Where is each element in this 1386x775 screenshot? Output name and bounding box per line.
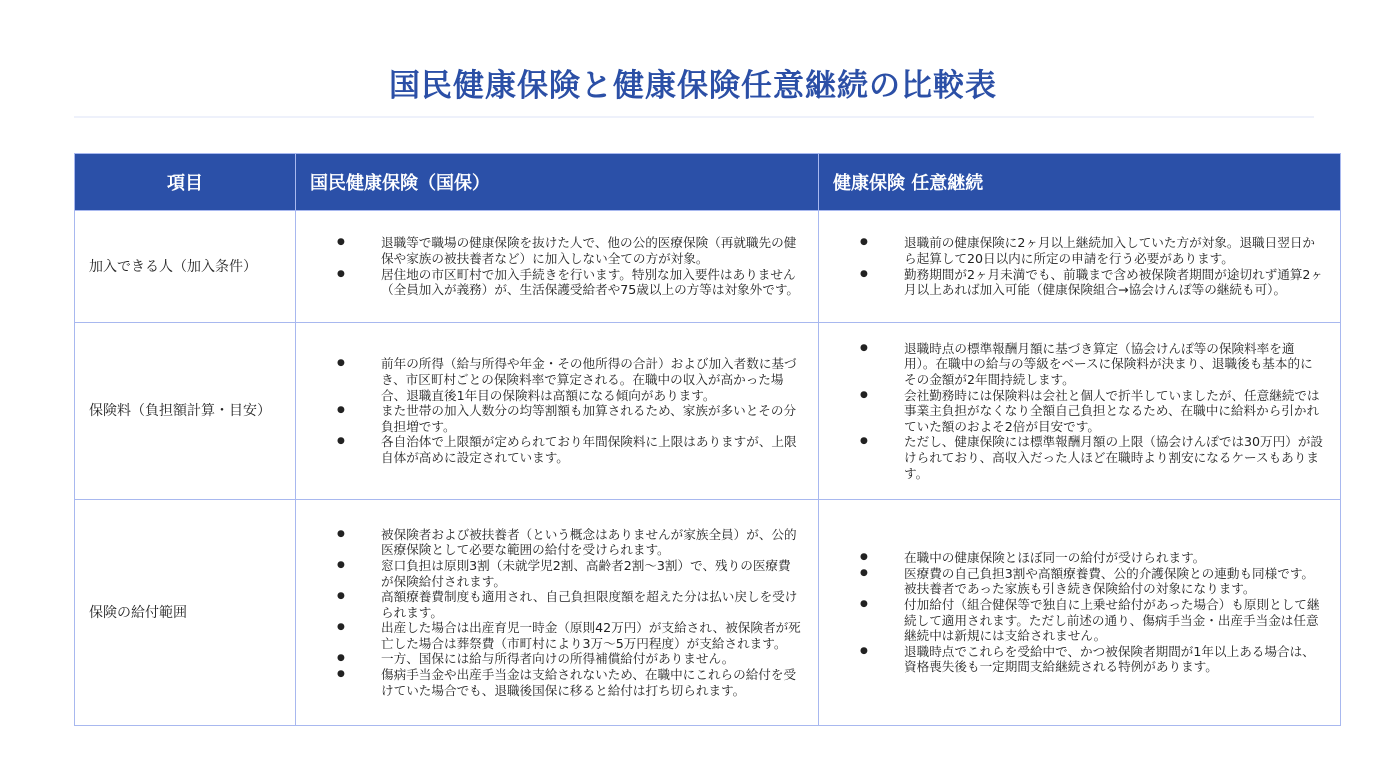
list-item-text: また世帯の加入人数分の均等割額も加算されるため、家族が多いとその分負担増です。 xyxy=(381,403,797,434)
cell-nini xyxy=(819,323,1341,500)
page-title: 国民健康保険と健康保険任意継続の比較表 xyxy=(389,68,997,104)
list-item-text: 傷病手当金や出産手当金は支給されないため、在職中にこれらの給付を受けていた場合でも、退職後国保に移ると給付は打ち切られます。 xyxy=(381,667,797,698)
list-item xyxy=(337,557,803,589)
row-label: 加入できる人（加入条件） xyxy=(75,211,296,323)
list-item xyxy=(337,620,803,651)
list-item-text: 退職等で職場の健康保険を抜けた人で、他の公的医療保険（再就職先の健保や家族の被扶養者など）に加入しない全ての方が対象。 xyxy=(381,235,797,266)
list-item-text: 退職前の健康保険に2ヶ月以上継続加入していた方が対象。退職日翌日から起算して20日以内に所定の申請を行う必要があります。 xyxy=(904,235,1316,266)
list-item xyxy=(860,266,1325,298)
bullet-icon: ● xyxy=(337,653,345,664)
bullet-list xyxy=(820,235,1339,297)
bullet-icon: ● xyxy=(337,591,345,602)
list-item-text: 高額療養費制度も適用され、自己負担限度額を超えた分は払い戻しを受けられます。 xyxy=(381,589,798,620)
cell-kokuho xyxy=(296,323,819,500)
bullet-icon: ● xyxy=(337,528,345,539)
list-item-text: ただし、健康保険には標準報酬月額の上限（協会けんぽでは30万円）が設けられており、高収入だった人ほど在職時より割安になるケースもあります。 xyxy=(904,434,1324,481)
list-item-text: 被保険者および被扶養者（という概念はありませんが家族全員）が、公的医療保険として必要な範囲の給付を受けられます。 xyxy=(381,526,797,558)
list-item-text: 各自治体で上限額が定められており年間保険料に上限はありますが、上限自体が高めに設定されています。 xyxy=(381,434,797,465)
list-item xyxy=(860,565,1325,597)
cell-kokuho xyxy=(296,500,819,726)
bullet-icon: ● xyxy=(860,389,868,400)
bullet-list xyxy=(820,550,1339,675)
list-item xyxy=(337,434,803,465)
bullet-icon: ● xyxy=(860,268,868,279)
comparison-table xyxy=(74,153,1341,726)
bullet-icon: ● xyxy=(337,358,345,369)
list-item-text: 前年の所得（給与所得や年金・その他所得の合計）および加入者数に基づき、市区町村ごとの保険料率で算定される。在職中の収入が高かった場合、退職直後1年目の保険料は高額になる傾向があります。 xyxy=(381,356,797,403)
header-item: 項目 xyxy=(75,154,296,211)
list-item xyxy=(337,235,803,266)
bullet-icon: ● xyxy=(860,436,868,447)
bullet-icon: ● xyxy=(860,342,868,353)
list-item-text: 出産した場合は出産育児一時金（原則42万円）が支給され、被保険者が死亡した場合は葬祭費（市町村により3万～5万円程度）が支給されます。 xyxy=(381,620,801,651)
table-header-row xyxy=(75,154,1341,211)
list-item-text: 退職時点でこれらを受給中で、かつ被保険者期間が1年以上ある場合は、資格喪失後も一定期間支給継続される特例があります。 xyxy=(904,643,1315,675)
list-item xyxy=(860,340,1325,388)
cell-nini xyxy=(819,500,1341,726)
list-item-text: 窓口負担は原則3割（未就学児2割、高齢者2割～3割）で、残りの医療費が保険給付されます。 xyxy=(381,557,791,589)
list-item-text: 在職中の健康保険とほぼ同一の給付が受けられます。 xyxy=(904,550,1206,566)
bullet-icon: ● xyxy=(337,669,345,680)
list-item xyxy=(337,526,803,558)
list-item-text: 医療費の自己負担3割や高額療養費、公的介護保険との連動も同様です。被扶養者であった家族も引き続き保険給付の対象になります。 xyxy=(904,565,1315,597)
list-item-text: 会社勤務時には保険料は会社と個人で折半していましたが、任意継続では事業主負担がなくなり全額自己負担となるため、在職中に給料から引かれていた額のおよそ2倍が目安です。 xyxy=(904,387,1320,434)
list-item-text: 付加給付（組合健保等で独自に上乗せ給付があった場合）も原則として継続して適用されます。ただし前述の通り、傷病手当金・出産手当金は任意継続中は新規には支給されません。 xyxy=(904,596,1320,644)
bullet-icon: ● xyxy=(860,567,868,578)
bullet-icon: ● xyxy=(337,237,345,248)
bullet-icon: ● xyxy=(337,622,345,633)
cell-nini xyxy=(819,211,1341,323)
bullet-icon: ● xyxy=(860,598,868,609)
bullet-icon: ● xyxy=(337,405,345,416)
list-item xyxy=(860,387,1325,435)
list-item xyxy=(337,403,803,434)
bullet-list xyxy=(297,527,817,699)
bullet-icon: ● xyxy=(337,559,345,570)
table-row xyxy=(75,323,1341,500)
list-item xyxy=(860,643,1325,675)
bullet-icon: ● xyxy=(337,436,345,447)
list-item xyxy=(860,596,1325,644)
list-item xyxy=(860,434,1325,481)
bullet-icon: ● xyxy=(860,552,868,563)
bullet-icon: ● xyxy=(860,237,868,248)
row-label: 保険の給付範囲 xyxy=(75,500,296,726)
list-item-text: 退職時点の標準報酬月額に基づき算定（協会けんぽ等の保険料率を適用）。在職中の給与の等級をベースに保険料が決まり、退職後も基本的にその金額が2年間持続します。 xyxy=(904,340,1313,388)
bullet-list xyxy=(297,235,817,297)
bullet-list xyxy=(297,356,817,465)
list-item-text: 居住地の市区町村で加入手続きを行います。特別な加入要件はありません（全員加入が義務）が、生活保護受給者や75歳以上の方等は対象外です。 xyxy=(381,266,800,298)
list-item xyxy=(337,266,803,298)
list-item xyxy=(860,235,1325,266)
list-item xyxy=(860,550,1325,566)
list-item-text: 勤務期間が2ヶ月未満でも、前職まで含め被保険者期間が途切れず通算2ヶ月以上あれば加入可能（健康保険組合→協会けんぽ等の継続も可）。 xyxy=(904,266,1324,298)
list-item xyxy=(337,651,803,667)
bullet-list xyxy=(820,341,1339,481)
cell-kokuho xyxy=(296,211,819,323)
list-item-text: 一方、国保には給与所得者向けの所得補償給付がありません。 xyxy=(381,651,735,667)
list-item xyxy=(337,356,803,403)
table-row xyxy=(75,211,1341,323)
title-divider xyxy=(74,116,1314,118)
bullet-icon: ● xyxy=(860,645,868,656)
header-kokuho: 国民健康保険（国保） xyxy=(296,154,819,211)
row-label: 保険料（負担額計算・目安） xyxy=(75,323,296,500)
list-item xyxy=(337,589,803,620)
list-item xyxy=(337,667,803,698)
header-nini: 健康保険 任意継続 xyxy=(819,154,1341,211)
table-row xyxy=(75,500,1341,726)
bullet-icon: ● xyxy=(337,268,345,279)
